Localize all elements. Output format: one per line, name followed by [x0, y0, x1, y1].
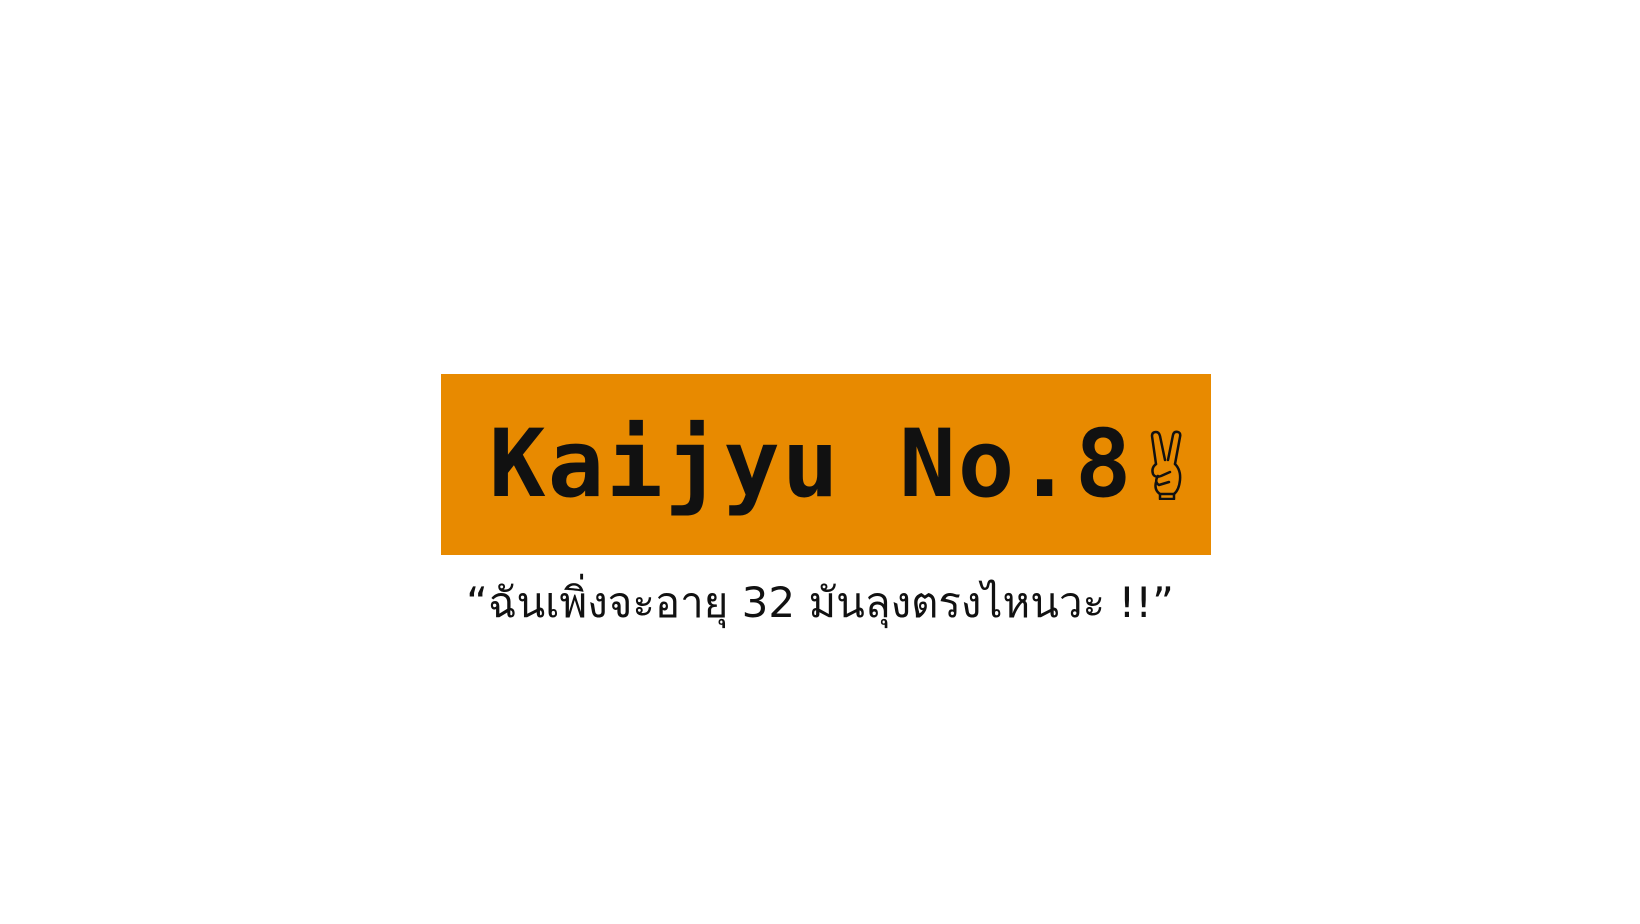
quote-text: “ฉันเพิ่งจะอายุ 32 มันลุงตรงไหนวะ !!”	[466, 578, 1174, 627]
title-banner	[441, 374, 1211, 555]
victory-hand-icon	[1148, 430, 1186, 500]
title-text: Kaijyu No.8	[489, 409, 1134, 519]
